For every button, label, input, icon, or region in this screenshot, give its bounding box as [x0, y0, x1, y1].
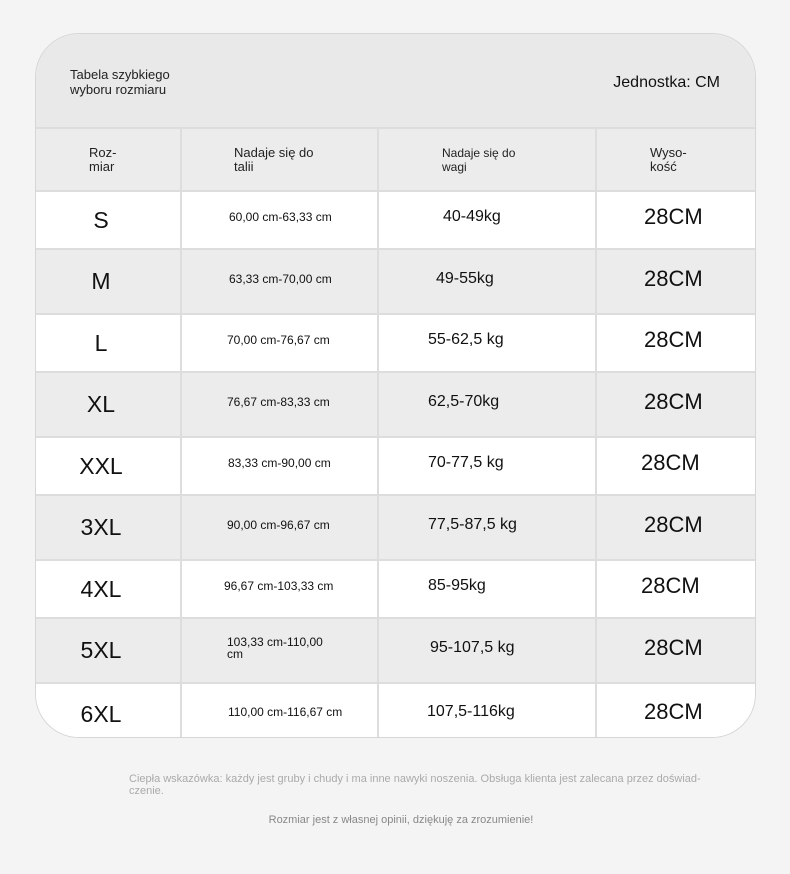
waist-value: 70,00 cm-76,67 cm — [227, 333, 330, 347]
height-value: 28CM — [641, 573, 700, 598]
table-row — [36, 683, 755, 738]
size-value: 6XL — [80, 701, 122, 727]
waist-value: 110,00 cm-116,67 cm — [228, 704, 343, 719]
size-value: 5XL — [80, 637, 122, 663]
cell-size — [36, 437, 181, 495]
height-value: 28CM — [644, 511, 703, 537]
height-value: 28CM — [644, 265, 703, 291]
weight-value: 70-77,5 kg — [428, 454, 504, 471]
cell-weight — [378, 249, 596, 314]
table-row — [36, 191, 755, 249]
weight-value: 40-49kg — [443, 208, 501, 225]
size-value: 4XL — [80, 575, 122, 602]
waist-value: 96,67 cm-103,33 cm — [224, 579, 334, 593]
waist-value: 83,33 cm-90,00 cm — [228, 456, 331, 470]
cell-waist — [181, 683, 378, 738]
cell-height — [596, 683, 755, 738]
waist-value: 90,00 cm-96,67 cm — [227, 517, 330, 532]
cell-weight — [378, 314, 596, 372]
weight-value: 49-55kg — [436, 269, 494, 287]
cell-waist — [181, 191, 378, 249]
col-waist-label: Nadaje się do talii — [234, 144, 314, 174]
cell-size — [36, 560, 181, 618]
weight-value: 62,5-70kg — [428, 392, 500, 410]
size-value: XL — [86, 391, 116, 417]
size-chart-card — [35, 33, 756, 738]
weight-value: 55-62,5 kg — [428, 331, 504, 348]
height-value: 28CM — [644, 327, 703, 352]
col-height-header — [596, 128, 755, 191]
cell-waist — [181, 372, 378, 437]
table-row — [36, 618, 755, 683]
waist-value: 76,67 cm-83,33 cm — [227, 394, 330, 409]
footer-tip: Ciepła wskazówka: każdy jest gruby i chudy i ma inne nawyki noszenia. Obsługa klienta jest zalecana przez doświad- czenie. — [129, 773, 701, 797]
table-row — [36, 495, 755, 560]
cell-weight — [378, 683, 596, 738]
weight-value: 107,5-116kg — [427, 702, 515, 720]
chart-title: Tabela szybkiego wyboru rozmiaru — [70, 67, 170, 97]
size-table — [36, 127, 755, 738]
cell-height — [596, 249, 755, 314]
cell-waist — [181, 249, 378, 314]
cell-waist — [181, 495, 378, 560]
chart-header — [36, 34, 755, 129]
cell-weight — [378, 437, 596, 495]
unit-label: Jednostka: CM — [613, 74, 720, 91]
size-value: M — [91, 268, 111, 294]
cell-size — [36, 683, 181, 738]
cell-size — [36, 372, 181, 437]
col-weight-header — [378, 128, 596, 191]
weight-value: 95-107,5 kg — [430, 638, 515, 656]
table-row — [36, 437, 755, 495]
cell-waist — [181, 560, 378, 618]
cell-size — [36, 314, 181, 372]
col-height-label: Wyso- kość — [650, 144, 687, 174]
footer-thanks: Rozmiar jest z własnej opinii, dziękuję za zrozumienie! — [268, 814, 534, 826]
height-value: 28CM — [644, 204, 703, 229]
cell-height — [596, 372, 755, 437]
col-weight-label: Nadaje się do wagi — [442, 145, 516, 174]
cell-weight — [378, 372, 596, 437]
col-waist-header — [181, 128, 378, 191]
size-value: S — [93, 206, 109, 233]
height-value: 28CM — [644, 698, 703, 724]
height-value: 28CM — [641, 450, 700, 475]
size-value: L — [94, 329, 108, 356]
cell-height — [596, 495, 755, 560]
cell-waist — [181, 437, 378, 495]
cell-waist — [181, 618, 378, 683]
cell-weight — [378, 191, 596, 249]
cell-waist — [181, 314, 378, 372]
waist-value: 60,00 cm-63,33 cm — [229, 210, 332, 224]
table-row — [36, 249, 755, 314]
column-header-row — [36, 128, 755, 191]
waist-value: 63,33 cm-70,00 cm — [229, 271, 332, 286]
cell-height — [596, 314, 755, 372]
cell-size — [36, 495, 181, 560]
cell-height — [596, 618, 755, 683]
table-row — [36, 314, 755, 372]
cell-size — [36, 249, 181, 314]
cell-weight — [378, 560, 596, 618]
weight-value: 85-95kg — [428, 577, 486, 594]
cell-weight — [378, 495, 596, 560]
cell-size — [36, 618, 181, 683]
cell-size — [36, 191, 181, 249]
table-row — [36, 372, 755, 437]
waist-value: 103,33 cm-110,00 cm — [227, 634, 323, 661]
cell-height — [596, 191, 755, 249]
col-size-header — [36, 128, 181, 191]
col-size-label: Roz- miar — [89, 144, 117, 174]
size-value: XXL — [79, 452, 123, 479]
height-value: 28CM — [644, 634, 703, 660]
size-value: 3XL — [80, 514, 122, 540]
weight-value: 77,5-87,5 kg — [428, 515, 517, 533]
cell-height — [596, 560, 755, 618]
table-row — [36, 560, 755, 618]
cell-height — [596, 437, 755, 495]
height-value: 28CM — [644, 388, 703, 414]
cell-weight — [378, 618, 596, 683]
